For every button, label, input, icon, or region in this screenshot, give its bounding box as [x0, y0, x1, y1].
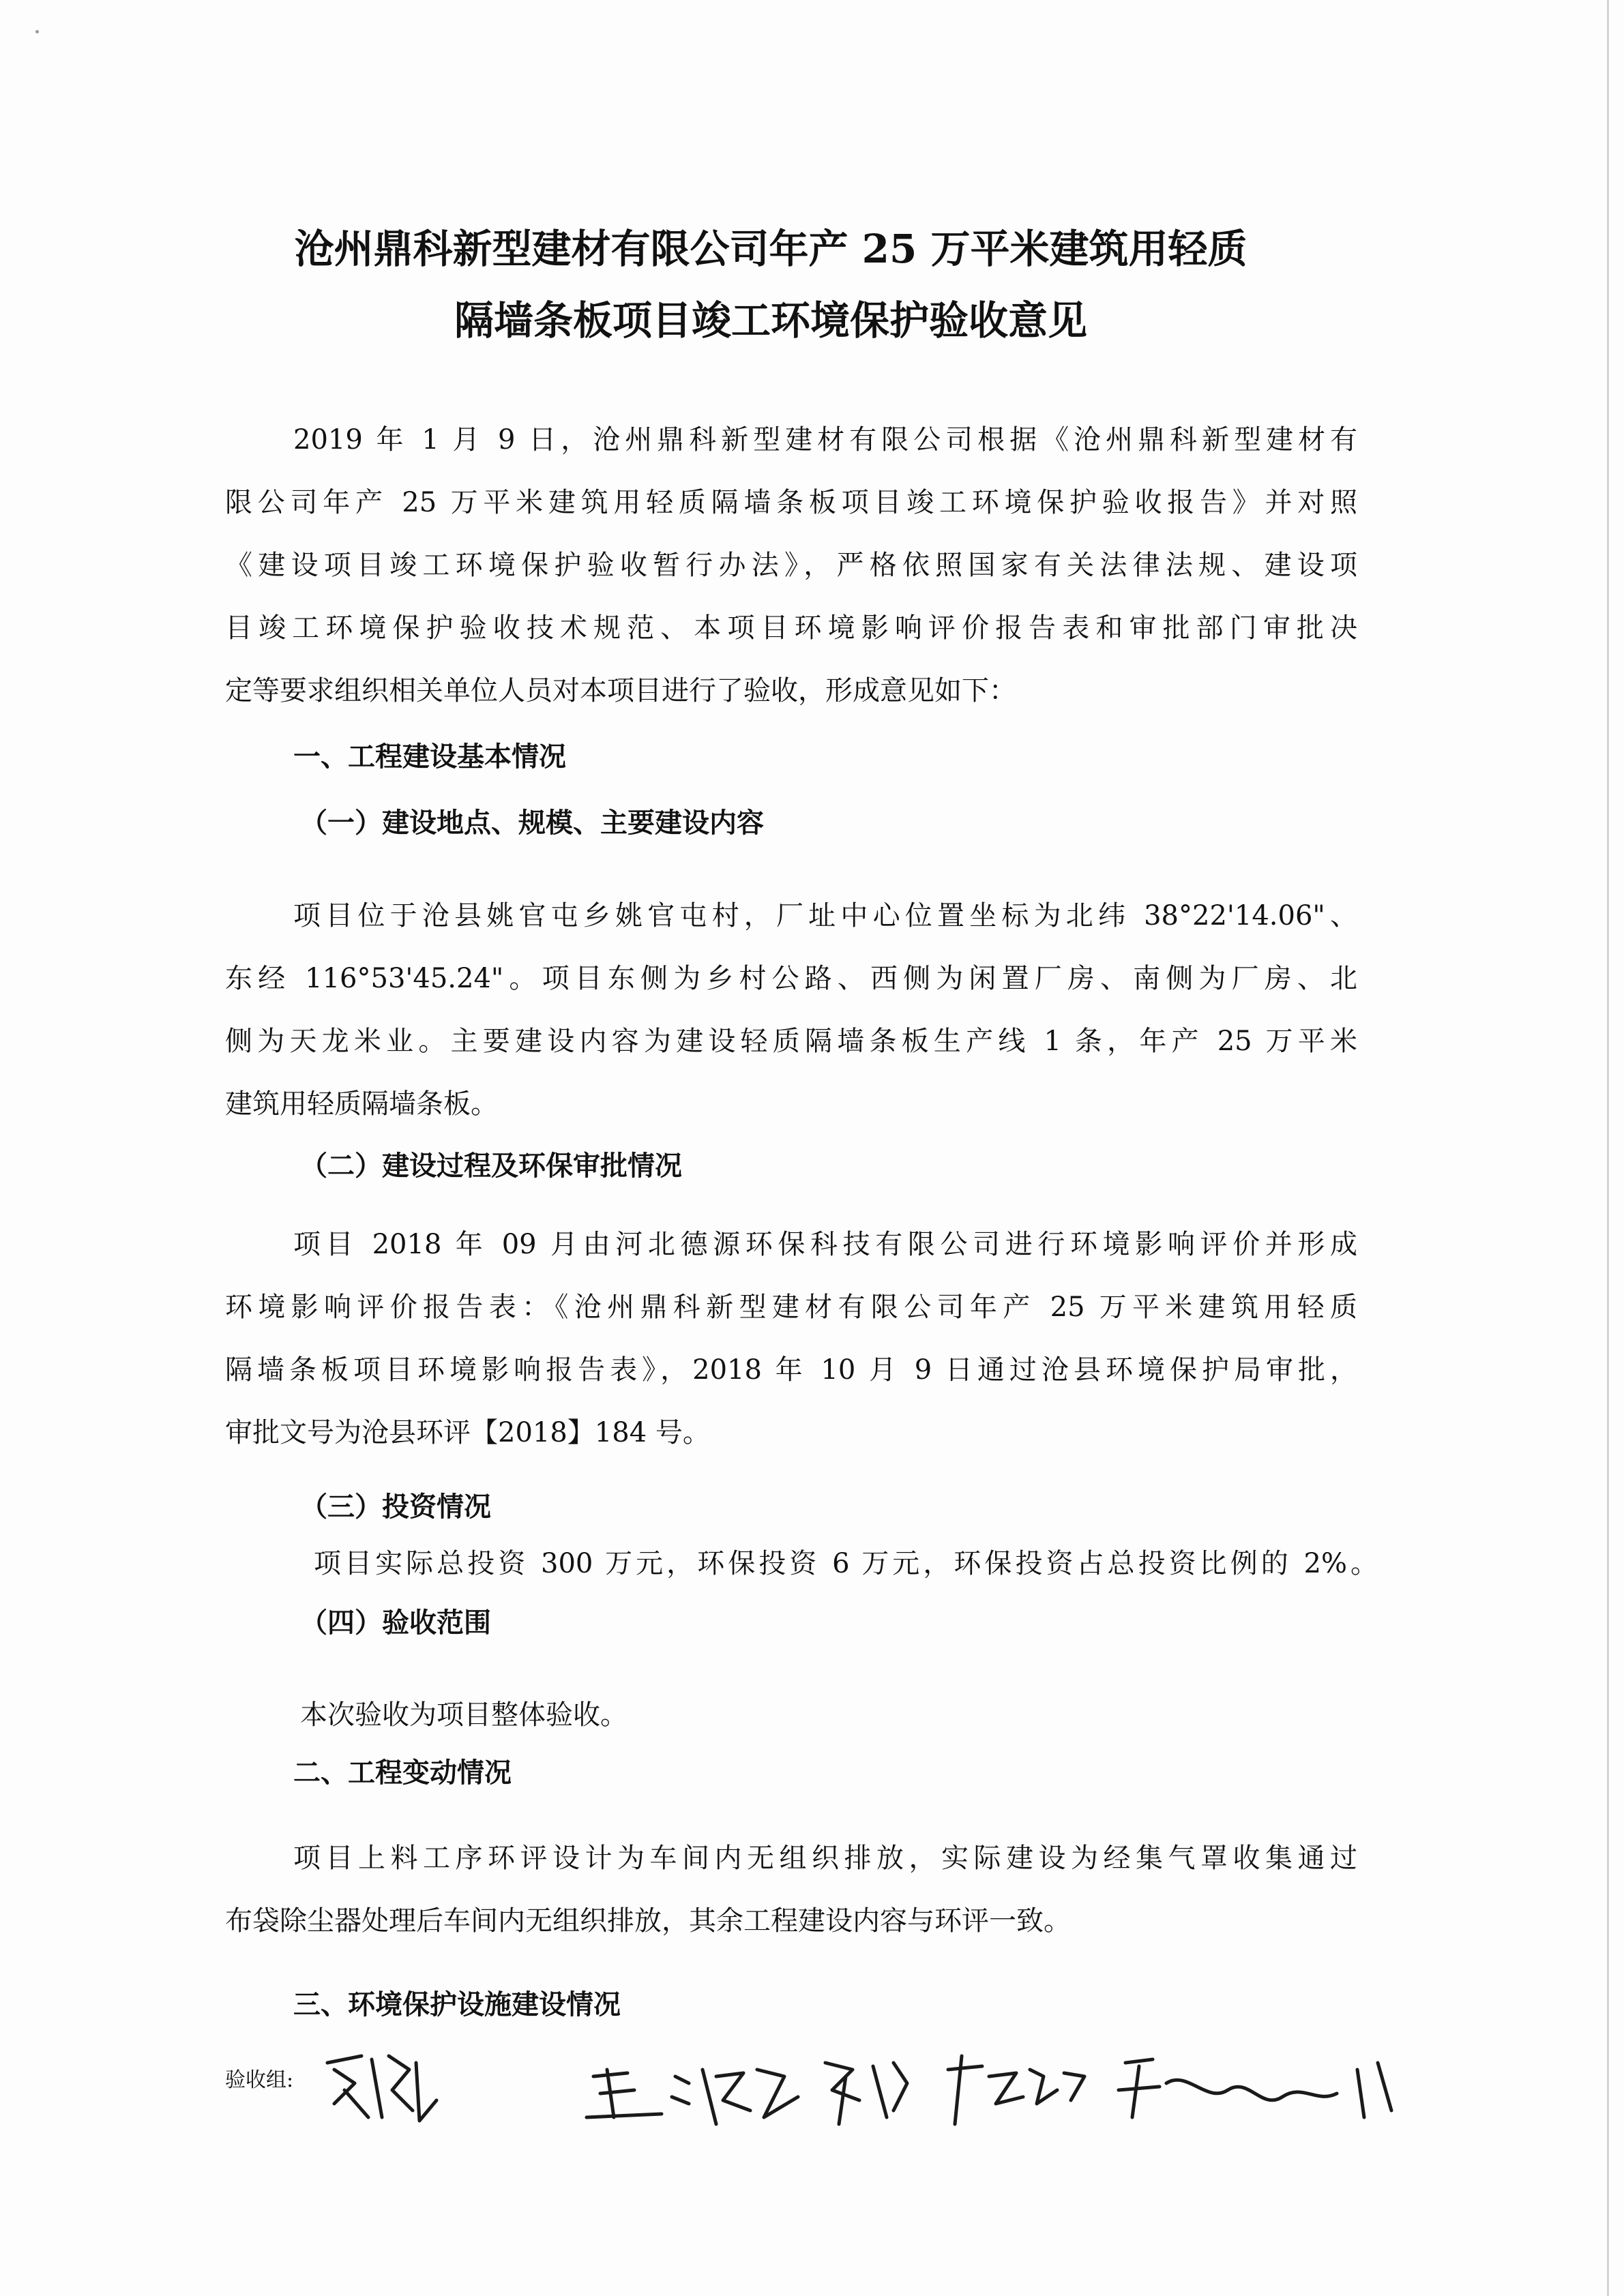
sub-2-line-3: 隔墙条板项目环境影响报告表》，2018 年 10 月 9 日通过沧县环境保护局审批， [225, 1354, 1357, 1386]
section-1-sub-2-heading: （二）建设过程及环保审批情况 [300, 1150, 682, 1182]
scan-speck [35, 30, 39, 33]
section-2-line-2: 布袋除尘器处理后车间内无组织排放，其余工程建设内容与环评一致。 [225, 1905, 1071, 1937]
document-title-line-1: 沧州鼎科新型建材有限公司年产 25 万平米建筑用轻质 [294, 226, 1247, 272]
section-1-sub-4-heading: （四）验收范围 [300, 1607, 491, 1639]
section-2-heading: 二、工程变动情况 [293, 1757, 512, 1789]
handwritten-signatures [307, 2036, 1507, 2138]
sub-4-line-1: 本次验收为项目整体验收。 [300, 1699, 628, 1731]
sub-2-line-1: 项目 2018 年 09 月由河北德源环保科技有限公司进行环境影响评价并形成 [293, 1229, 1357, 1260]
section-1-heading: 一、工程建设基本情况 [293, 741, 566, 773]
intro-line-2: 限公司年产 25 万平米建筑用轻质隔墙条板项目竣工环境保护验收报告》并对照 [225, 487, 1357, 518]
signature-label: 验收组: [225, 2068, 294, 2092]
scan-edge-line [1607, 0, 1609, 2296]
sub-2-line-4: 审批文号为沧县环评【2018】184 号。 [225, 1417, 710, 1448]
section-1-sub-3-heading: （三）投资情况 [300, 1491, 491, 1523]
document-title-line-2: 隔墙条板项目竣工环境保护验收意见 [454, 297, 1087, 344]
intro-line-4: 目竣工环境保护验收技术规范、本项目环境影响评价报告表和审批部门审批决 [225, 612, 1357, 644]
section-2-line-1: 项目上料工序环评设计为车间内无组织排放，实际建设为经集气罩收集通过 [293, 1843, 1357, 1874]
sub-1-line-1: 项目位于沧县姚官屯乡姚官屯村，厂址中心位置坐标为北纬 38°22'14.06"、 [293, 900, 1357, 931]
section-3-heading: 三、环境保护设施建设情况 [293, 1988, 621, 2021]
sub-3-line-1: 项目实际总投资 300 万元，环保投资 6 万元，环保投资占总投资比例的 2%。 [314, 1548, 1378, 1579]
sub-1-line-4: 建筑用轻质隔墙条板。 [225, 1088, 498, 1120]
intro-line-1: 2019 年 1 月 9 日，沧州鼎科新型建材有限公司根据《沧州鼎科新型建材有 [293, 424, 1357, 456]
sub-2-line-2: 环境影响评价报告表：《沧州鼎科新型建材有限公司年产 25 万平米建筑用轻质 [225, 1292, 1357, 1323]
sub-1-line-2: 东经 116°53'45.24"。项目东侧为乡村公路、西侧为闲置厂房、南侧为厂房、北 [225, 963, 1357, 994]
intro-line-3: 《建设项目竣工环境保护验收暂行办法》，严格依照国家有关法律法规、建设项 [225, 550, 1357, 581]
sub-1-line-3: 侧为天龙米业。主要建设内容为建设轻质隔墙条板生产线 1 条，年产 25 万平米 [225, 1026, 1357, 1057]
intro-line-5: 定等要求组织相关单位人员对本项目进行了验收，形成意见如下： [225, 675, 1016, 706]
section-1-sub-1-heading: （一）建设地点、规模、主要建设内容 [300, 807, 764, 839]
signature-row [225, 2036, 1453, 2138]
